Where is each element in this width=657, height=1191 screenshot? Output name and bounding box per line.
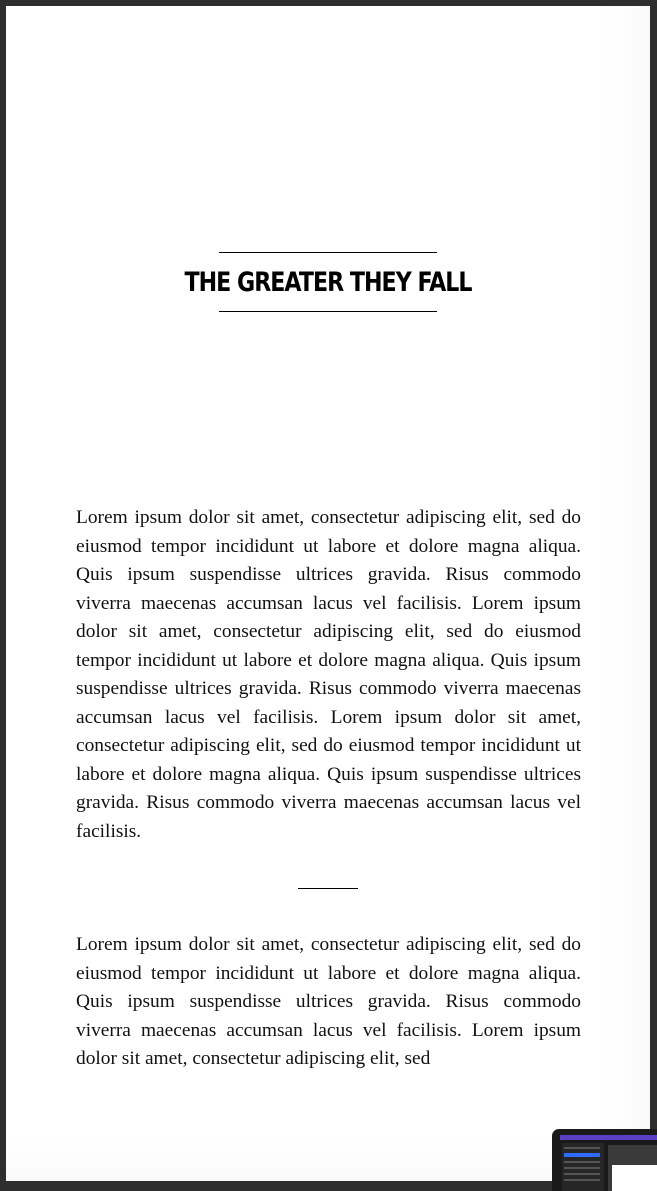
app-preview-thumbnail[interactable]	[552, 1129, 657, 1191]
section-divider	[298, 888, 358, 889]
thumbnail-title-bar	[560, 1135, 657, 1140]
thumbnail-sidebar	[562, 1143, 604, 1191]
thumbnail-row	[564, 1147, 600, 1149]
document-page	[6, 6, 650, 1181]
thumbnail-row	[564, 1161, 600, 1163]
thumbnail-row	[564, 1173, 600, 1175]
thumbnail-row	[564, 1167, 600, 1169]
thumbnail-page	[612, 1165, 657, 1191]
title-block	[184, 252, 472, 312]
thumbnail-row	[564, 1179, 600, 1181]
body-paragraph-2: Lorem ipsum dolor sit amet, consectetur adipiscing elit, sed do eiusmod tempor incididunt ut labore et dolore magna aliqua. Quis ipsum suspendisse ultrices gravida. Risus commodo viverra maecenas accumsan lacus vel facilisis. Lorem ipsum dolor sit amet, consectetur adipiscing elit, sed	[76, 934, 581, 1069]
thumbnail-row-active	[564, 1153, 600, 1157]
body-paragraph-1: Lorem ipsum dolor sit amet, consectetur adipiscing elit, sed do eiusmod tempor incididunt ut labore et dolore magna aliqua. Quis ipsum suspendisse ultrices gravida. Risus commodo viverra maecenas accumsan lacus vel facilisis. Lorem ipsum dolor sit amet, consectetur adipiscing elit, sed do eiusmod tempor incididunt ut labore et dolore magna aliqua. Quis ipsum suspendisse ultrices gravida. Risus commodo viverra maecenas accumsan lacus vel facilisis. Lorem ipsum dolor sit amet, consectetur adipiscing elit, sed do eiusmod tempor incididunt ut labore et dolore magna aliqua. Quis ipsum suspendisse ultrices gravida. Risus commodo viverra maecenas accumsan lacus vel facilisis.	[76, 507, 581, 842]
page-title: THE GREATER THEY FALL	[184, 266, 472, 298]
